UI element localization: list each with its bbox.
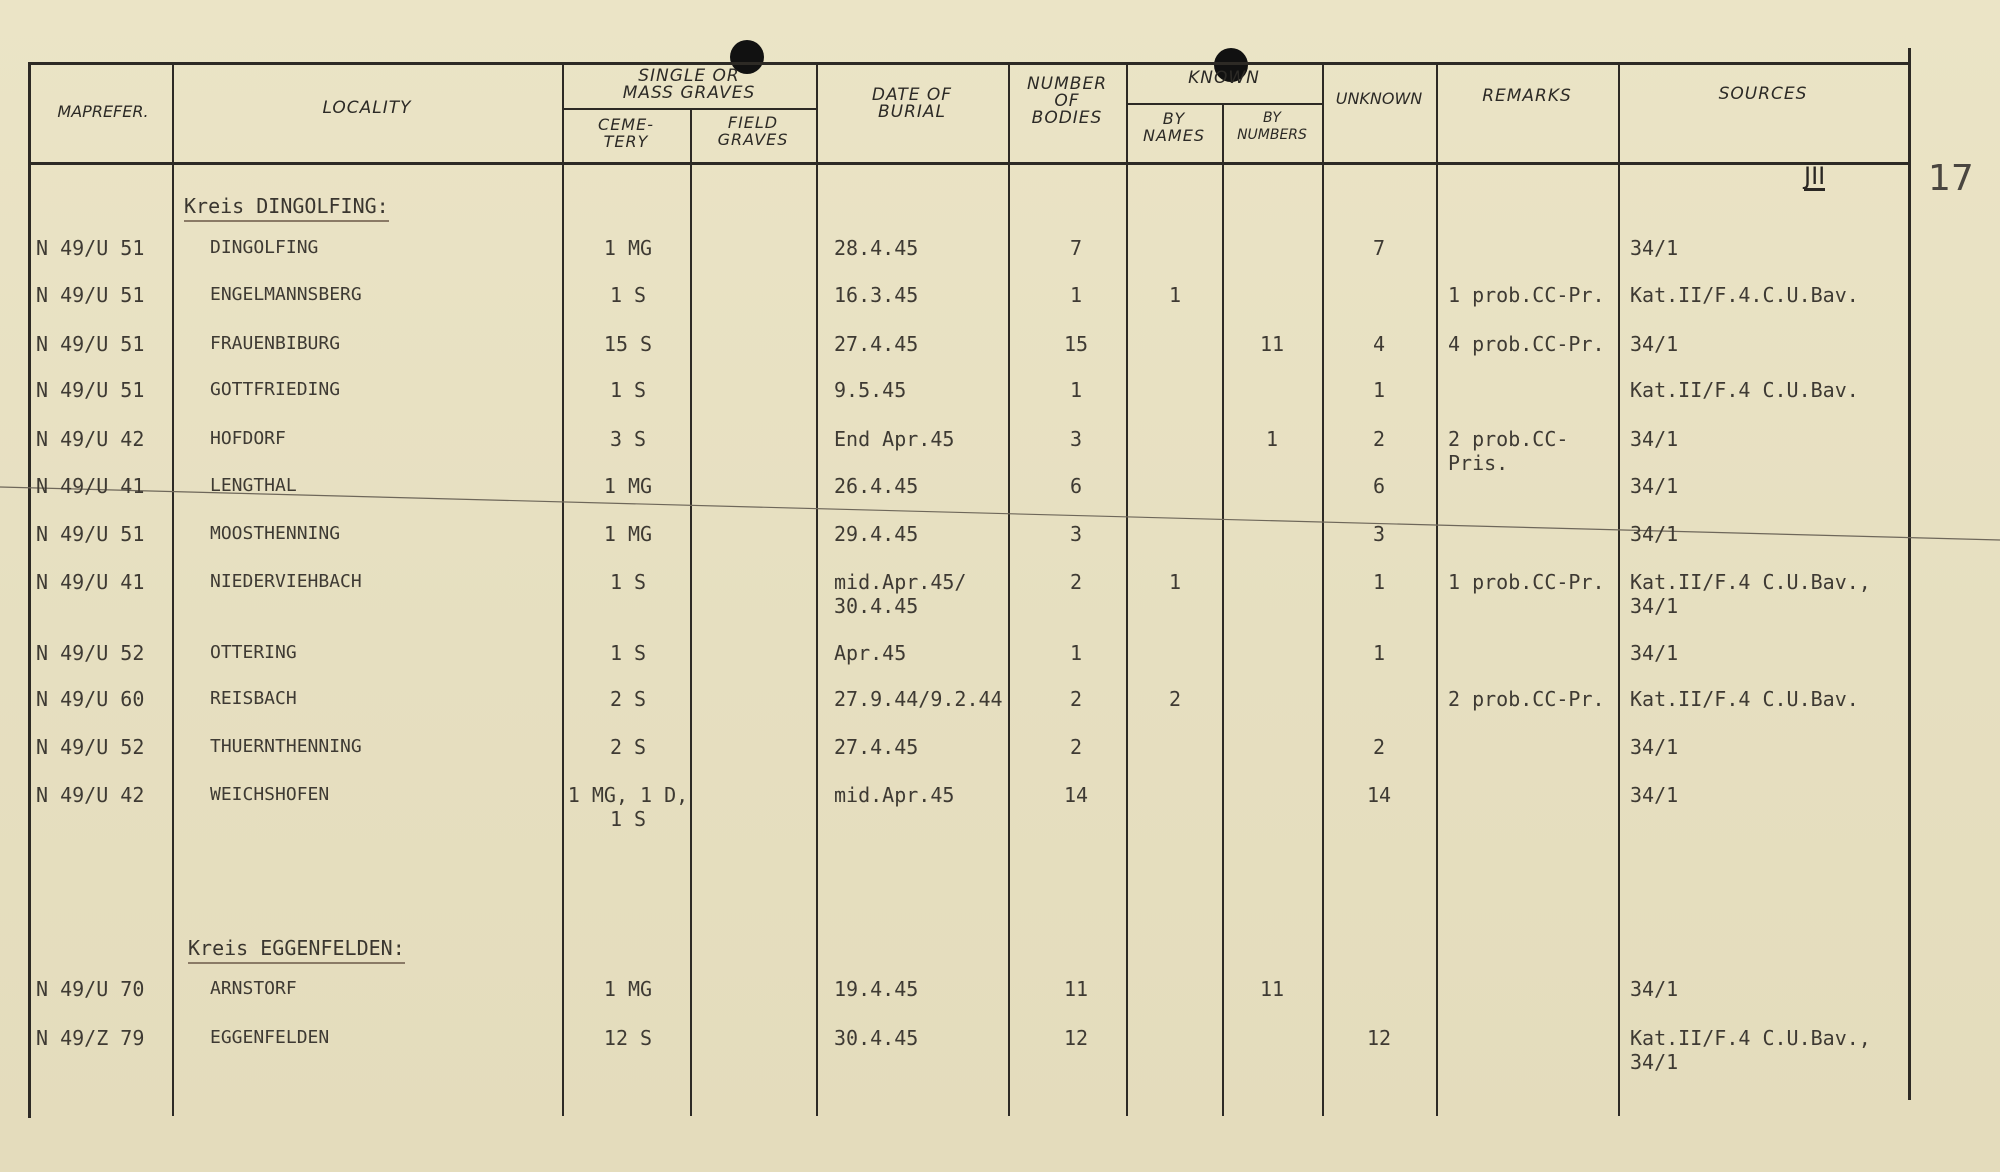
cell-map: N 49/U 51 <box>36 283 145 307</box>
cell-remarks: 2 prob.CC-Pris. <box>1448 427 1569 475</box>
cell-cemetery: 15 S <box>603 332 653 356</box>
header-cemetery: CEME- TERY <box>598 115 654 151</box>
cell-locality: NIEDERVIEHBACH <box>210 571 362 592</box>
header-sources: SOURCES <box>1718 84 1808 104</box>
cell-locality: EGGENFELDEN <box>210 1027 330 1048</box>
cell-cemetery: 1 MG <box>603 474 653 498</box>
cell-locality: ENGELMANNSBERG <box>210 284 362 305</box>
cell-date: mid.Apr.45/ 30.4.45 <box>834 570 967 618</box>
cell-sources: 34/1 <box>1630 236 1679 260</box>
cell-unknown: 3 <box>1372 522 1386 546</box>
header-by-numbers: BY NUMBERS <box>1237 110 1307 143</box>
cell-unknown: 7 <box>1372 236 1386 260</box>
card-number: 17 <box>1928 158 1974 199</box>
corner-mark: JII <box>1804 162 1826 190</box>
cell-date: 28.4.45 <box>834 236 919 260</box>
cell-cemetery: 1 MG <box>603 977 653 1001</box>
cell-cemetery: 12 S <box>603 1026 653 1050</box>
cell-bodies: 3 <box>1069 427 1083 451</box>
cell-sources: 34/1 <box>1630 735 1679 759</box>
cell-locality: HOFDORF <box>210 428 286 449</box>
cell-locality: FRAUENBIBURG <box>210 333 341 354</box>
cell-cemetery: 1 MG <box>603 522 653 546</box>
cell-cemetery: 2 S <box>609 735 647 759</box>
cell-bodies: 15 <box>1063 332 1089 356</box>
header-known: KNOWN <box>1188 68 1260 88</box>
cell-cemetery: 1 S <box>609 283 647 307</box>
cell-locality: OTTERING <box>210 642 297 663</box>
cell-sources: 34/1 <box>1630 977 1679 1001</box>
cell-date: 26.4.45 <box>834 474 919 498</box>
cell-sources: 34/1 <box>1630 427 1679 451</box>
cell-locality: LENGTHAL <box>210 475 297 496</box>
cell-date: 27.4.45 <box>834 735 919 759</box>
cell-sources: 34/1 <box>1630 783 1679 807</box>
cell-sources: 34/1 <box>1630 522 1679 546</box>
cell-locality: REISBACH <box>210 688 297 709</box>
cell-locality: ARNSTORF <box>210 978 297 999</box>
cell-by-names: 2 <box>1168 687 1182 711</box>
cell-map: N 49/U 51 <box>36 522 145 546</box>
cell-date: 29.4.45 <box>834 522 919 546</box>
cell-cemetery: 1 MG <box>603 236 653 260</box>
cell-bodies: 6 <box>1069 474 1083 498</box>
header-unknown: UNKNOWN <box>1335 89 1423 108</box>
cell-sources: 34/1 <box>1630 332 1679 356</box>
cell-bodies: 7 <box>1069 236 1083 260</box>
cell-remarks: 2 prob.CC-Pr. <box>1448 687 1605 711</box>
header-number-of-bodies: NUMBER OF BODIES <box>1026 74 1108 128</box>
section-title: Kreis DINGOLFING: <box>184 194 389 222</box>
cell-map: N 49/U 42 <box>36 783 145 807</box>
cell-sources: Kat.II/F.4 C.U.Bav., 34/1 <box>1630 1026 1871 1074</box>
cell-remarks: 4 prob.CC-Pr. <box>1448 332 1605 356</box>
cell-bodies: 1 <box>1069 641 1083 665</box>
cell-by-numbers: 1 <box>1265 427 1279 451</box>
cell-map: N 49/U 70 <box>36 977 145 1001</box>
cell-unknown: 2 <box>1372 427 1386 451</box>
cell-cemetery: 1 S <box>609 641 647 665</box>
cell-map: N 49/U 51 <box>36 236 145 260</box>
cell-date: 9.5.45 <box>834 378 907 402</box>
cell-date: 19.4.45 <box>834 977 919 1001</box>
header-by-names: BY NAMES <box>1143 109 1205 145</box>
cell-locality: MOOSTHENNING <box>210 523 341 544</box>
cell-map: N 49/U 60 <box>36 687 145 711</box>
cell-date: mid.Apr.45 <box>834 783 955 807</box>
cell-bodies: 1 <box>1069 378 1083 402</box>
cell-unknown: 1 <box>1372 570 1386 594</box>
cell-cemetery: 1 S <box>609 378 647 402</box>
cell-bodies: 1 <box>1069 283 1083 307</box>
cell-bodies: 12 <box>1063 1026 1089 1050</box>
cell-remarks: 1 prob.CC-Pr. <box>1448 570 1605 594</box>
cell-remarks: 1 prob.CC-Pr. <box>1448 283 1605 307</box>
cell-bodies: 2 <box>1069 687 1083 711</box>
cell-date: 27.9.44/9.2.44 <box>834 687 1003 711</box>
header-remarks: REMARKS <box>1482 86 1572 106</box>
cell-bodies: 2 <box>1069 735 1083 759</box>
cell-by-numbers: 11 <box>1259 977 1285 1001</box>
cell-sources: Kat.II/F.4 C.U.Bav. <box>1630 687 1859 711</box>
cell-bodies: 11 <box>1063 977 1089 1001</box>
cell-unknown: 4 <box>1372 332 1386 356</box>
cell-unknown: 12 <box>1366 1026 1392 1050</box>
header-date-of-burial: DATE OF BURIAL <box>871 85 953 122</box>
cell-cemetery: 2 S <box>609 687 647 711</box>
cell-by-numbers: 11 <box>1259 332 1285 356</box>
cell-map: N 49/U 41 <box>36 570 145 594</box>
cell-sources: 34/1 <box>1630 641 1679 665</box>
cell-sources: Kat.II/F.4.C.U.Bav. <box>1630 283 1859 307</box>
cell-cemetery: 3 S <box>609 427 647 451</box>
cell-locality: DINGOLFING <box>210 237 319 258</box>
header-single-or-mass-graves: SINGLE OR MASS GRAVES <box>622 66 756 103</box>
cell-map: N 49/U 41 <box>36 474 145 498</box>
cell-map: N 49/U 42 <box>36 427 145 451</box>
cell-unknown: 6 <box>1372 474 1386 498</box>
header-field-graves: FIELD GRAVES <box>717 113 789 149</box>
cell-cemetery: 1 MG, 1 D, 1 S <box>567 783 689 831</box>
cell-sources: Kat.II/F.4 C.U.Bav., 34/1 <box>1630 570 1871 618</box>
cell-date: 16.3.45 <box>834 283 919 307</box>
cell-bodies: 2 <box>1069 570 1083 594</box>
cell-map: N 49/U 52 <box>36 735 145 759</box>
cell-by-names: 1 <box>1168 283 1182 307</box>
cell-map: N 49/U 51 <box>36 332 145 356</box>
cell-date: End Apr.45 <box>834 427 955 451</box>
cell-map: N 49/U 51 <box>36 378 145 402</box>
cell-unknown: 2 <box>1372 735 1386 759</box>
cell-map: N 49/Z 79 <box>36 1026 145 1050</box>
cell-bodies: 3 <box>1069 522 1083 546</box>
header-locality: LOCALITY <box>322 98 412 118</box>
cell-bodies: 14 <box>1063 783 1089 807</box>
cell-date: Apr.45 <box>834 641 907 665</box>
cell-unknown: 1 <box>1372 378 1386 402</box>
cell-locality: GOTTFRIEDING <box>210 379 341 400</box>
cell-date: 30.4.45 <box>834 1026 919 1050</box>
cell-map: N 49/U 52 <box>36 641 145 665</box>
cell-sources: Kat.II/F.4 C.U.Bav. <box>1630 378 1859 402</box>
cell-by-names: 1 <box>1168 570 1182 594</box>
cell-unknown: 14 <box>1366 783 1392 807</box>
cell-locality: THUERNTHENNING <box>210 736 362 757</box>
cell-sources: 34/1 <box>1630 474 1679 498</box>
cell-unknown: 1 <box>1372 641 1386 665</box>
cell-locality: WEICHSHOFEN <box>210 784 330 805</box>
header-map-reference: MAPREFER. <box>57 102 149 121</box>
cell-date: 27.4.45 <box>834 332 919 356</box>
cell-cemetery: 1 S <box>609 570 647 594</box>
section-title: Kreis EGGENFELDEN: <box>188 936 405 964</box>
